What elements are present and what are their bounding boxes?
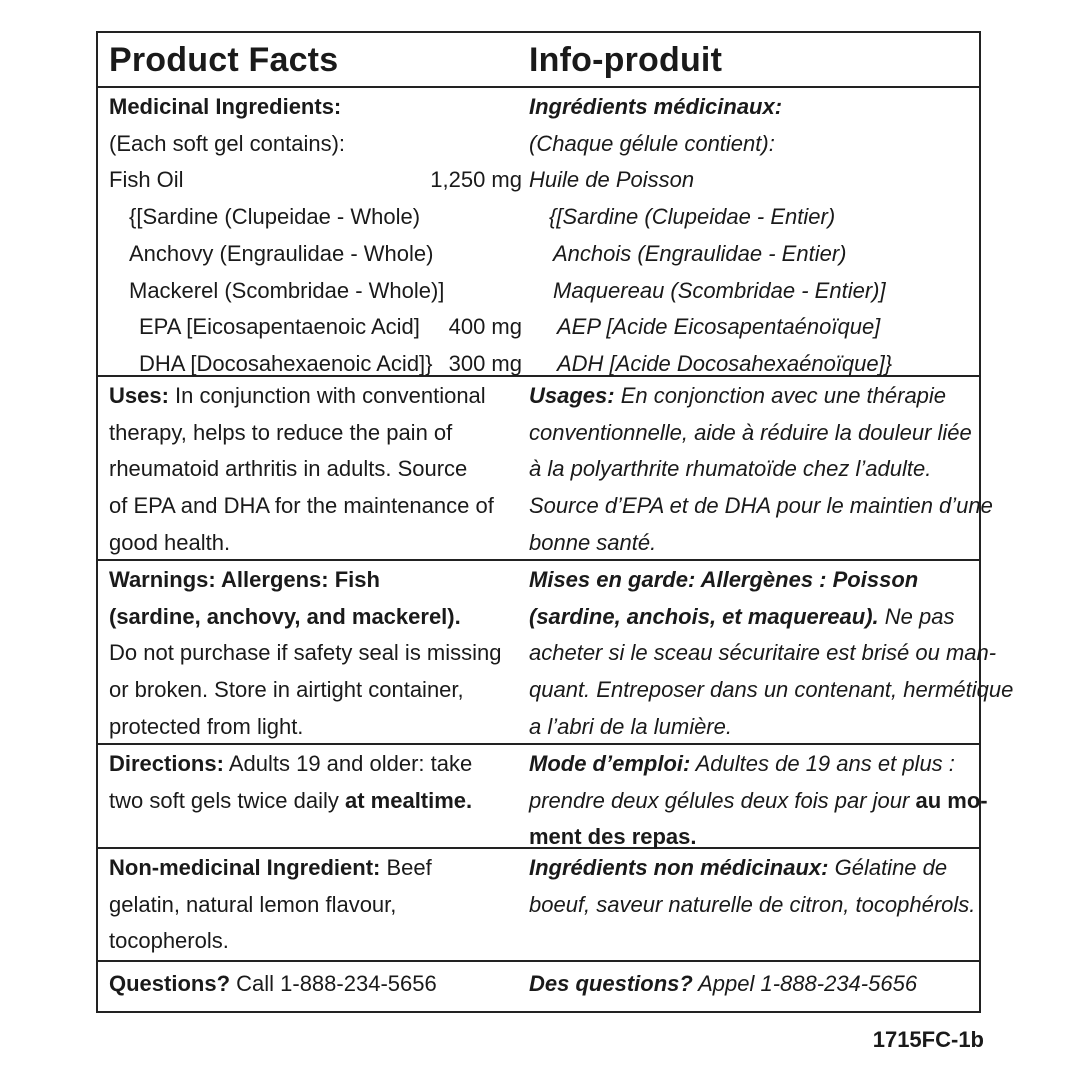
- warnings-label-en: Warnings:: [109, 567, 216, 592]
- directions-label-en: Directions:: [109, 751, 224, 776]
- medicinal-fr-cell: [528, 88, 979, 375]
- non-medicinal-label-fr: Ingrédients non médicinaux:: [529, 855, 829, 880]
- anchovy-fr: Anchois (Engraulidae - Entier): [553, 240, 847, 266]
- questions-fr-cell: [528, 962, 979, 1011]
- directions-row: [98, 745, 988, 850]
- warnings-text-en: or broken. Store in airtight container,: [109, 677, 464, 703]
- questions-en-cell: [98, 962, 528, 1011]
- uses-text-en: of EPA and DHA for the maintenance of: [109, 493, 494, 519]
- mackerel-en: Mackerel (Scombridae - Whole)]: [129, 277, 445, 303]
- warnings-text-fr: Ne pas: [878, 603, 955, 629]
- medicinal-heading-en: Medicinal Ingredients:: [109, 94, 342, 119]
- questions-label-en: Questions?: [109, 971, 231, 996]
- uses-text-fr: bonne santé.: [529, 529, 657, 555]
- product-facts-table: [96, 31, 1014, 1013]
- epa-fr: AEP [Acide Eicosapentaénoïque]: [557, 314, 881, 340]
- uses-fr-cell: [528, 377, 993, 559]
- mackerel-fr: Maquereau (Scombridae - Entier)]: [553, 277, 886, 303]
- non-medicinal-label-en: Non-medicinal Ingredient:: [109, 855, 381, 880]
- allergens-detail-fr: (sardine, anchois, et maquereau).: [529, 603, 879, 629]
- warnings-text-fr: quant. Entreposer dans un contenant, hermétique: [529, 677, 1014, 703]
- medicinal-en-cell: [98, 88, 528, 375]
- warnings-text-en: protected from light.: [109, 713, 304, 739]
- warnings-label-fr: Mises en garde:: [529, 567, 696, 592]
- warnings-row: [98, 561, 1014, 745]
- fish-oil-line: [109, 162, 522, 199]
- epa-amount: 400 mg: [448, 314, 522, 340]
- questions-phone-fr: Appel 1-888-234-5656: [692, 971, 918, 996]
- uses-text-en: In conjunction with conventional: [168, 383, 486, 408]
- non-medicinal-text-en: Beef: [380, 855, 432, 880]
- non-medicinal-text-en: tocopherols.: [109, 928, 229, 954]
- directions-text-fr: Adultes de 19 ans et plus :: [690, 751, 955, 776]
- directions-label-fr: Mode d’emploi:: [529, 751, 691, 776]
- questions-row: [98, 962, 979, 1011]
- directions-en-cell: [98, 745, 528, 847]
- dha-fr: ADH [Acide Docosahexaénoïque]}: [557, 350, 893, 376]
- non-medicinal-text-en: gelatin, natural lemon flavour,: [109, 891, 397, 917]
- questions-phone-en: Call 1-888-234-5656: [230, 971, 437, 996]
- medicinal-row: [98, 88, 979, 377]
- medicinal-heading-fr: Ingrédients médicinaux:: [529, 94, 783, 119]
- epa-line: [109, 309, 522, 346]
- uses-text-en: therapy, helps to reduce the pain of: [109, 419, 453, 445]
- non-medicinal-fr-cell: [528, 849, 979, 960]
- allergens-en: Allergens: Fish: [215, 567, 380, 592]
- warnings-text-fr: a l’abri de la lumière.: [529, 713, 732, 739]
- sardine-fr: {[Sardine (Clupeidae - Entier): [549, 204, 836, 230]
- dha-label: DHA [Docosahexaenoic Acid]}: [139, 350, 433, 376]
- warnings-text-fr: acheter si le sceau sécuritaire est brisé ou man-: [529, 640, 997, 666]
- warnings-fr-cell: [528, 561, 1014, 743]
- allergens-fr: Allergènes : Poisson: [695, 567, 919, 592]
- uses-label-fr: Usages:: [529, 383, 615, 408]
- directions-text-en: two soft gels twice daily: [109, 787, 345, 813]
- uses-text-en: rheumatoid arthritis in adults. Source: [109, 456, 468, 482]
- dha-amount: 300 mg: [448, 350, 522, 376]
- directions-text-en: Adults 19 and older: take: [223, 751, 473, 776]
- header-fr-cell: [528, 33, 979, 86]
- fish-oil-label: Fish Oil: [109, 167, 184, 193]
- directions-mealtime-fr-cont: ment des repas.: [529, 824, 697, 850]
- non-medicinal-row: [98, 849, 979, 962]
- uses-text-fr: conventionnelle, aide à réduire la douleur liée: [529, 419, 972, 445]
- each-softgel-fr: (Chaque gélule contient):: [529, 130, 775, 156]
- title-en: Product Facts: [109, 41, 339, 79]
- product-code: 1715FC-1b: [872, 1027, 984, 1052]
- sardine-en: {[Sardine (Clupeidae - Whole): [129, 204, 421, 230]
- header-row: [98, 33, 979, 88]
- uses-en-cell: [98, 377, 528, 559]
- anchovy-en: Anchovy (Engraulidae - Whole): [129, 240, 434, 266]
- uses-row: [98, 377, 993, 561]
- directions-mealtime-fr: au mo-: [915, 787, 988, 813]
- title-fr: Info-produit: [529, 41, 723, 79]
- allergens-detail-en: (sardine, anchovy, and mackerel).: [109, 603, 461, 629]
- non-medicinal-text-fr: boeuf, saveur naturelle de citron, tocophérols.: [529, 891, 976, 917]
- uses-label-en: Uses:: [109, 383, 169, 408]
- uses-text-fr: Source d’EPA et de DHA pour le maintien d’une: [529, 493, 993, 519]
- questions-label-fr: Des questions?: [529, 971, 693, 996]
- directions-fr-cell: [528, 745, 988, 850]
- non-medicinal-text-fr: Gélatine de: [828, 855, 948, 880]
- warnings-text-en: Do not purchase if safety seal is missing: [109, 640, 502, 666]
- header-en-cell: [98, 33, 528, 86]
- non-medicinal-en-cell: [98, 849, 528, 960]
- epa-label: EPA [Eicosapentaenoic Acid]: [139, 314, 420, 340]
- uses-text-fr: à la polyarthrite rhumatoïde chez l’adulte.: [529, 456, 932, 482]
- uses-text-fr: En conjonction avec une thérapie: [614, 383, 947, 408]
- fish-oil-fr: Huile de Poisson: [529, 167, 695, 193]
- fish-oil-amount: 1,250 mg: [430, 167, 522, 193]
- uses-text-en: good health.: [109, 529, 231, 555]
- each-softgel-en: (Each soft gel contains):: [109, 130, 346, 156]
- warnings-en-cell: [98, 561, 528, 743]
- directions-mealtime-en: at mealtime.: [344, 787, 473, 813]
- directions-text-fr: prendre deux gélules deux fois par jour: [529, 787, 916, 813]
